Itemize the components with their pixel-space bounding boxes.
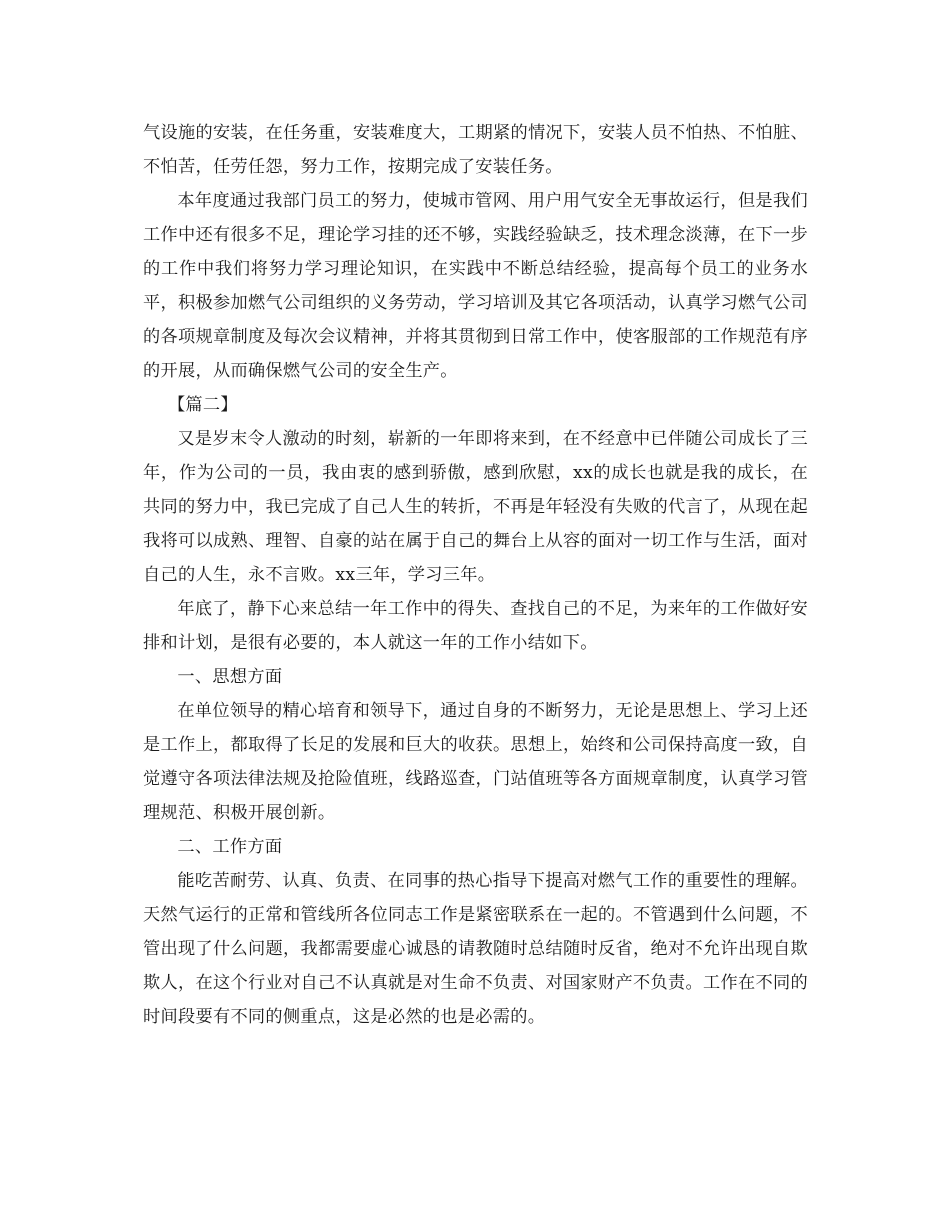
paragraph-continuation: 气设施的安装，在任务重，安装难度大，工期紧的情况下，安装人员不怕热、不怕脏、不怕苦，任劳任怨，努力工作，按期完成了安装任务。	[143, 123, 808, 177]
paragraph-department-summary: 本年度通过我部门员工的努力，使城市管网、用户用气安全无事故运行，但是我们工作中还有很多不足，理论学习挂的还不够，实践经验缺乏，技术理念淡薄，在下一步的工作中我们将努力学习理论知识，在实践中不断总结经验，提高每个员工的业务水平，积极参加燃气公司组织的义务劳动，学习培训及其它各项活动，认真学习燃气公司的各项规章制度及每次会议精神，并将其贯彻到日常工作中，使客服部的工作规范有序的开展，从而确保燃气公司的安全生产。	[143, 191, 808, 381]
paragraph-summary-intro: 年底了，静下心来总结一年工作中的得失、查找自己的不足，为来年的工作做好安排和计划，是很有必要的，本人就这一年的工作小结如下。	[143, 599, 808, 653]
subheading-ideology: 一、思想方面	[177, 667, 283, 687]
document-body	[143, 116, 808, 1034]
paragraph-year-end-intro: 又是岁末令人激动的时刻，崭新的一年即将来到，在不经意中已伴随公司成长了三年，作为公司的一员，我由衷的感到骄傲，感到欣慰，xx的成长也就是我的成长，在共同的努力中，我已完成了自己人生的转折，不再是年轻没有失败的代言了，从现在起我将可以成熟、理智、自豪的站在属于自己的舞台上从容的面对一切工作与生活，面对自己的人生，永不言败。xx三年，学习三年。	[143, 429, 808, 585]
paragraph-work: 能吃苦耐劳、认真、负责、在同事的热心指导下提高对燃气工作的重要性的理解。天然气运行的正常和管线所各位同志工作是紧密联系在一起的。不管遇到什么问题，不管出现了什么问题，我都需要虚心诚恳的请教随时总结随时反省，绝对不允许出现自欺欺人，在这个行业对自己不认真就是对生命不负责、对国家财产不负责。工作在不同的时间段要有不同的侧重点，这是必然的也是必需的。	[143, 871, 808, 1027]
subheading-work: 二、工作方面	[177, 837, 283, 857]
section-heading-part-two: 【篇二】	[167, 395, 238, 415]
paragraph-ideology: 在单位领导的精心培育和领导下，通过自身的不断努力，无论是思想上、学习上还是工作上，都取得了长足的发展和巨大的收获。思想上，始终和公司保持高度一致，自觉遵守各项法律法规及抢险值班，线路巡查，门站值班等各方面规章制度，认真学习管理规范、积极开展创新。	[143, 701, 808, 823]
